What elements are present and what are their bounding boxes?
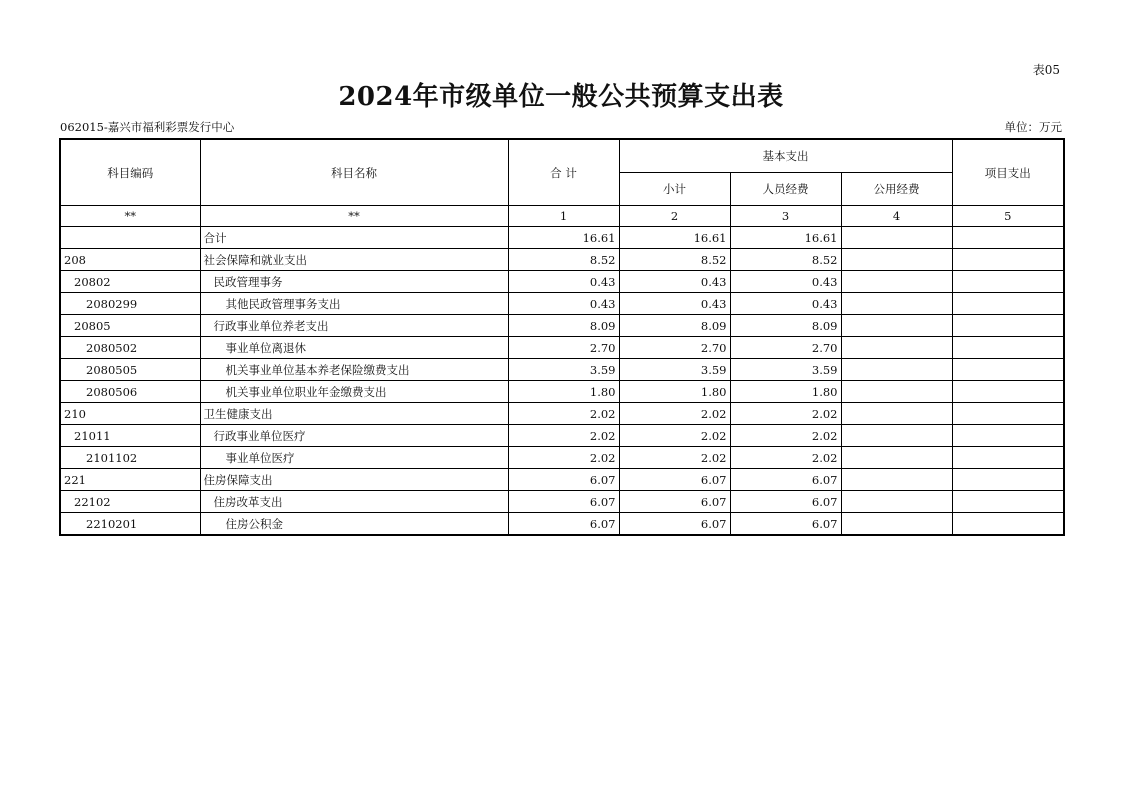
row-project-cell bbox=[952, 227, 1064, 249]
index-cell: ** bbox=[200, 206, 508, 227]
row-code-cell: 2101102 bbox=[60, 447, 200, 469]
row-total-cell: 16.61 bbox=[508, 227, 619, 249]
row-project-cell bbox=[952, 513, 1064, 536]
row-personnel-cell: 6.07 bbox=[730, 491, 841, 513]
row-code-cell: 21011 bbox=[60, 425, 200, 447]
row-subtotal-cell: 0.43 bbox=[619, 271, 730, 293]
table-row bbox=[60, 227, 1064, 249]
row-code-cell bbox=[60, 227, 200, 249]
table-body bbox=[60, 206, 1064, 536]
row-subtotal-cell: 2.02 bbox=[619, 425, 730, 447]
row-project-cell bbox=[952, 249, 1064, 271]
row-public-cell bbox=[841, 403, 952, 425]
row-name-cell: 事业单位医疗 bbox=[200, 447, 508, 469]
row-code-cell: 20802 bbox=[60, 271, 200, 293]
row-name-cell: 行政事业单位养老支出 bbox=[200, 315, 508, 337]
row-subtotal-cell: 0.43 bbox=[619, 293, 730, 315]
table-row bbox=[60, 337, 1064, 359]
row-total-cell: 2.70 bbox=[508, 337, 619, 359]
unit-label: 单位：万元 bbox=[1004, 120, 1062, 134]
table-row bbox=[60, 293, 1064, 315]
row-name-cell: 住房改革支出 bbox=[200, 491, 508, 513]
table-row bbox=[60, 249, 1064, 271]
row-public-cell bbox=[841, 227, 952, 249]
page-title: 2024年市级单位一般公共预算支出表 bbox=[338, 82, 784, 112]
row-name-cell: 机关事业单位职业年金缴费支出 bbox=[200, 381, 508, 403]
budget-table bbox=[59, 138, 1065, 536]
row-name-cell: 卫生健康支出 bbox=[200, 403, 508, 425]
table-row bbox=[60, 491, 1064, 513]
row-code-cell: 2080505 bbox=[60, 359, 200, 381]
table-row bbox=[60, 315, 1064, 337]
row-personnel-cell: 2.02 bbox=[730, 447, 841, 469]
index-cell: ** bbox=[60, 206, 200, 227]
row-total-cell: 1.80 bbox=[508, 381, 619, 403]
row-total-cell: 0.43 bbox=[508, 293, 619, 315]
table-row bbox=[60, 271, 1064, 293]
table-row bbox=[60, 403, 1064, 425]
row-public-cell bbox=[841, 359, 952, 381]
index-cell: 1 bbox=[508, 206, 619, 227]
row-project-cell bbox=[952, 315, 1064, 337]
index-cell: 2 bbox=[619, 206, 730, 227]
row-project-cell bbox=[952, 381, 1064, 403]
header-basic: 基本支出 bbox=[619, 139, 952, 173]
row-code-cell: 2080299 bbox=[60, 293, 200, 315]
row-subtotal-cell: 8.09 bbox=[619, 315, 730, 337]
row-project-cell bbox=[952, 491, 1064, 513]
row-subtotal-cell: 16.61 bbox=[619, 227, 730, 249]
index-cell: 5 bbox=[952, 206, 1064, 227]
row-personnel-cell: 6.07 bbox=[730, 469, 841, 491]
row-personnel-cell: 3.59 bbox=[730, 359, 841, 381]
row-public-cell bbox=[841, 337, 952, 359]
row-project-cell bbox=[952, 359, 1064, 381]
row-total-cell: 6.07 bbox=[508, 513, 619, 536]
organization-label: 062015-嘉兴市福利彩票发行中心 bbox=[60, 120, 235, 134]
row-total-cell: 0.43 bbox=[508, 271, 619, 293]
table-row bbox=[60, 359, 1064, 381]
row-total-cell: 2.02 bbox=[508, 425, 619, 447]
row-subtotal-cell: 2.02 bbox=[619, 447, 730, 469]
row-public-cell bbox=[841, 469, 952, 491]
row-personnel-cell: 2.70 bbox=[730, 337, 841, 359]
row-code-cell: 2080502 bbox=[60, 337, 200, 359]
row-total-cell: 2.02 bbox=[508, 447, 619, 469]
row-code-cell: 221 bbox=[60, 469, 200, 491]
row-public-cell bbox=[841, 315, 952, 337]
row-name-cell: 住房保障支出 bbox=[200, 469, 508, 491]
row-public-cell bbox=[841, 293, 952, 315]
row-total-cell: 6.07 bbox=[508, 469, 619, 491]
row-public-cell bbox=[841, 491, 952, 513]
header-personnel: 人员经费 bbox=[730, 173, 841, 206]
row-total-cell: 6.07 bbox=[508, 491, 619, 513]
index-cell: 4 bbox=[841, 206, 952, 227]
row-personnel-cell: 8.52 bbox=[730, 249, 841, 271]
row-project-cell bbox=[952, 293, 1064, 315]
row-code-cell: 2080506 bbox=[60, 381, 200, 403]
row-personnel-cell: 0.43 bbox=[730, 293, 841, 315]
row-subtotal-cell: 1.80 bbox=[619, 381, 730, 403]
row-subtotal-cell: 2.70 bbox=[619, 337, 730, 359]
row-name-cell: 住房公积金 bbox=[200, 513, 508, 536]
header-project: 项目支出 bbox=[952, 139, 1064, 206]
table-row bbox=[60, 513, 1064, 536]
row-total-cell: 2.02 bbox=[508, 403, 619, 425]
row-public-cell bbox=[841, 447, 952, 469]
header-name: 科目名称 bbox=[200, 139, 508, 206]
row-code-cell: 210 bbox=[60, 403, 200, 425]
table-row bbox=[60, 425, 1064, 447]
row-personnel-cell: 8.09 bbox=[730, 315, 841, 337]
table-row bbox=[60, 447, 1064, 469]
table-row bbox=[60, 381, 1064, 403]
row-subtotal-cell: 6.07 bbox=[619, 469, 730, 491]
row-personnel-cell: 2.02 bbox=[730, 425, 841, 447]
table-number: 表05 bbox=[1032, 63, 1060, 77]
row-subtotal-cell: 8.52 bbox=[619, 249, 730, 271]
row-code-cell: 208 bbox=[60, 249, 200, 271]
row-project-cell bbox=[952, 271, 1064, 293]
header-code: 科目编码 bbox=[60, 139, 200, 206]
table-row bbox=[60, 469, 1064, 491]
row-personnel-cell: 2.02 bbox=[730, 403, 841, 425]
row-total-cell: 3.59 bbox=[508, 359, 619, 381]
row-name-cell: 民政管理事务 bbox=[200, 271, 508, 293]
subheader bbox=[60, 119, 1062, 135]
row-project-cell bbox=[952, 425, 1064, 447]
row-name-cell: 事业单位离退休 bbox=[200, 337, 508, 359]
header-subtotal: 小计 bbox=[619, 173, 730, 206]
row-name-cell: 行政事业单位医疗 bbox=[200, 425, 508, 447]
row-public-cell bbox=[841, 381, 952, 403]
row-total-cell: 8.52 bbox=[508, 249, 619, 271]
index-cell: 3 bbox=[730, 206, 841, 227]
row-project-cell bbox=[952, 469, 1064, 491]
row-public-cell bbox=[841, 513, 952, 536]
row-personnel-cell: 0.43 bbox=[730, 271, 841, 293]
row-personnel-cell: 16.61 bbox=[730, 227, 841, 249]
row-code-cell: 20805 bbox=[60, 315, 200, 337]
row-personnel-cell: 6.07 bbox=[730, 513, 841, 536]
header-public: 公用经费 bbox=[841, 173, 952, 206]
header-total: 合 计 bbox=[508, 139, 619, 206]
row-project-cell bbox=[952, 337, 1064, 359]
row-subtotal-cell: 6.07 bbox=[619, 491, 730, 513]
row-subtotal-cell: 6.07 bbox=[619, 513, 730, 536]
row-public-cell bbox=[841, 271, 952, 293]
row-name-cell: 机关事业单位基本养老保险缴费支出 bbox=[200, 359, 508, 381]
row-code-cell: 2210201 bbox=[60, 513, 200, 536]
row-project-cell bbox=[952, 403, 1064, 425]
row-name-cell: 其他民政管理事务支出 bbox=[200, 293, 508, 315]
row-name-cell: 社会保障和就业支出 bbox=[200, 249, 508, 271]
row-subtotal-cell: 2.02 bbox=[619, 403, 730, 425]
index-row bbox=[60, 206, 1064, 227]
row-name-cell: 合计 bbox=[200, 227, 508, 249]
row-subtotal-cell: 3.59 bbox=[619, 359, 730, 381]
row-code-cell: 22102 bbox=[60, 491, 200, 513]
row-public-cell bbox=[841, 425, 952, 447]
row-personnel-cell: 1.80 bbox=[730, 381, 841, 403]
row-total-cell: 8.09 bbox=[508, 315, 619, 337]
row-project-cell bbox=[952, 447, 1064, 469]
row-public-cell bbox=[841, 249, 952, 271]
